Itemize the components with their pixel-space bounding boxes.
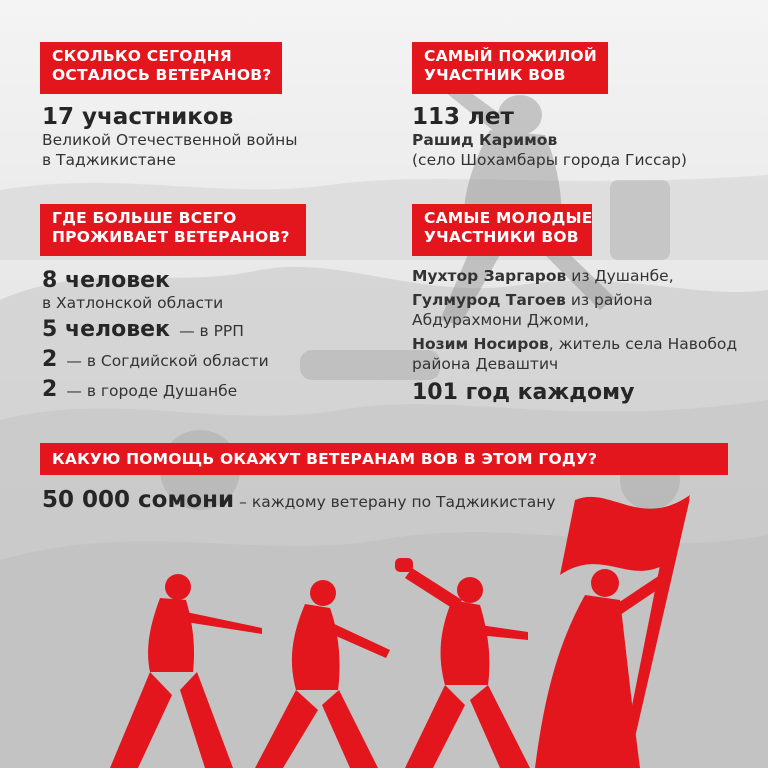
regions-question bbox=[40, 204, 306, 256]
help-block bbox=[42, 487, 556, 513]
help-question-text: КАКУЮ ПОМОЩЬ ОКАЖУТ ВЕТЕРАНАМ ВОВ В ЭТОМ ГОДУ? bbox=[52, 450, 598, 468]
youngest-person-rest: из Душанбе, bbox=[571, 267, 674, 285]
youngest-person-name: Мухтор Заргаров bbox=[412, 267, 567, 285]
youngest-person-rest: района Деваштич bbox=[412, 355, 559, 373]
soldier-2-figure bbox=[255, 580, 390, 768]
soldier-1-figure bbox=[110, 574, 262, 768]
youngest-person bbox=[412, 290, 752, 310]
youngest-person-rest: , житель села Навобод bbox=[548, 335, 738, 353]
regions-block bbox=[42, 268, 269, 402]
region-row bbox=[42, 377, 269, 402]
regions-question-line: ПРОЖИВАЕТ ВЕТЕРАНОВ? bbox=[52, 228, 290, 246]
oldest-question bbox=[412, 42, 608, 94]
oldest-name: Рашид Каримов bbox=[412, 131, 558, 149]
region-row bbox=[42, 317, 269, 342]
youngest-block bbox=[412, 266, 752, 405]
soldier-3-figure bbox=[395, 558, 530, 768]
youngest-age: 101 год каждому bbox=[412, 380, 635, 405]
veterans-count-block bbox=[42, 104, 298, 170]
oldest-block bbox=[412, 104, 687, 170]
regions-question-line: ГДЕ БОЛЬШЕ ВСЕГО bbox=[52, 209, 237, 227]
region-row-caption: в Хатлонской области bbox=[42, 294, 224, 312]
youngest-person-name: Нозим Носиров bbox=[412, 335, 549, 353]
veterans-count-caption-line: в Таджикистане bbox=[42, 151, 176, 169]
region-row-value: 8 человек bbox=[42, 268, 170, 293]
youngest-person bbox=[412, 266, 752, 286]
veterans-count-question bbox=[40, 42, 282, 94]
veterans-count-value: 17 участников bbox=[42, 104, 234, 130]
region-row bbox=[42, 347, 269, 372]
oldest-place: (село Шохамбары города Гиссар) bbox=[412, 151, 687, 169]
help-value: 50 000 сомони bbox=[42, 487, 235, 513]
youngest-question-line: САМЫЕ МОЛОДЫЕ bbox=[424, 209, 593, 227]
help-caption: – каждому ветерану по Таджикистану bbox=[239, 493, 556, 511]
veterans-count-question-line: СКОЛЬКО СЕГОДНЯ bbox=[52, 47, 232, 65]
veterans-count-caption-line: Великой Отечественной войны bbox=[42, 131, 298, 149]
oldest-value: 113 лет bbox=[412, 104, 514, 130]
region-row-caption: — в РРП bbox=[179, 322, 244, 340]
youngest-person-rest: Абдурахмони Джоми, bbox=[412, 311, 590, 329]
oldest-question-line: УЧАСТНИК ВОВ bbox=[424, 66, 566, 84]
youngest-person-rest: из района bbox=[570, 291, 653, 309]
veterans-count-question-line: ОСТАЛОСЬ ВЕТЕРАНОВ? bbox=[52, 66, 272, 84]
help-question bbox=[40, 443, 728, 475]
region-row-caption: — в Согдийской области bbox=[66, 352, 269, 370]
region-row-value: 2 bbox=[42, 347, 58, 372]
youngest-question-line: УЧАСТНИКИ ВОВ bbox=[424, 228, 579, 246]
soldier-4-figure bbox=[535, 495, 690, 768]
region-row-value: 2 bbox=[42, 377, 58, 402]
oldest-question-line: САМЫЙ ПОЖИЛОЙ bbox=[424, 47, 597, 65]
youngest-person-name: Гулмурод Тагоев bbox=[412, 291, 566, 309]
region-row-caption: — в городе Душанбе bbox=[66, 382, 238, 400]
youngest-question bbox=[412, 204, 592, 256]
region-row-value: 5 человек bbox=[42, 317, 170, 342]
youngest-person bbox=[412, 334, 752, 354]
